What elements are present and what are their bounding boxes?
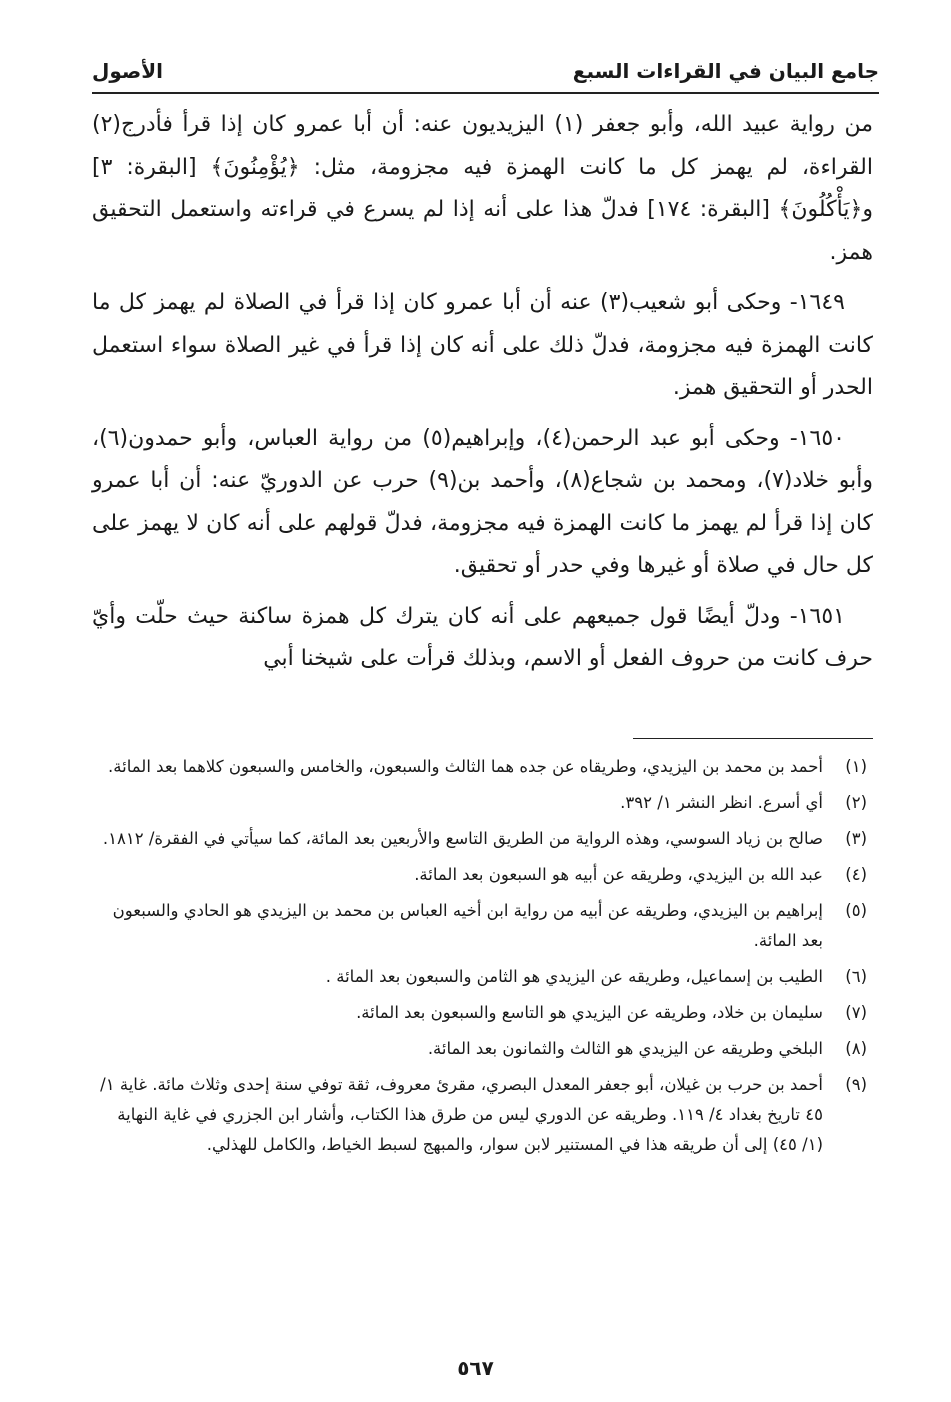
footnote-7 <box>92 998 867 1028</box>
footnote-number: (٣) <box>845 829 867 848</box>
footnote-9 <box>92 1070 867 1160</box>
paragraph-1649: ١٦٤٩- وحكى أبو شعيب(٣) عنه أن أبا عمرو كان إذا قرأ في الصلاة لم يهمز كل ما كانت الهمزة فيه مجزومة، فدلّ ذلك على أنه كان إذا قرأ في غير الصلاة سواء استعمل الحدر أو التحقيق همز. <box>92 290 873 400</box>
footnote-3 <box>92 824 867 854</box>
section-title: الأصول <box>92 59 163 83</box>
book-title: جامع البيان في القراءات السبع <box>572 59 879 83</box>
footnotes <box>92 752 867 1166</box>
footnote-divider <box>633 738 873 739</box>
footnote-number: (٦) <box>845 967 867 986</box>
paragraph-1651: ١٦٥١- ودلّ أيضًا قول جميعهم على أنه كان يترك كل همزة ساكنة حيث حلّت وأيّ حرف كانت من حروف الفعل أو الاسم، وبذلك قرأت على شيخنا أبي <box>92 603 873 671</box>
footnote-number: (٧) <box>845 1003 867 1022</box>
footnote-number: (٢) <box>845 793 867 812</box>
footnote-text: أحمد بن محمد بن اليزيدي، وطريقاه عن جده هما الثالث والسبعون، والخامس والسبعون كلاهما بعد المائة. <box>108 757 823 776</box>
footnote-8 <box>92 1034 867 1064</box>
footnote-text: عبد الله بن اليزيدي، وطريقه عن أبيه هو السبعون بعد المائة. <box>414 865 823 884</box>
footnote-number: (٥) <box>845 901 867 920</box>
footnote-text: صالح بن زياد السوسي، وهذه الرواية من الطريق التاسع والأربعين بعد المائة، كما سيأتي في الفقرة/ ١٨١٢. <box>102 829 823 848</box>
footnote-text: البلخي وطريقه عن اليزيدي هو الثالث والثمانون بعد المائة. <box>427 1039 823 1058</box>
footnote-text: أحمد بن حرب بن غيلان، أبو جعفر المعدل البصري، مقرئ معروف، ثقة توفي سنة إحدى وثلاث مائة. غاية ١/ ٤٥ تاريخ بغداد ٤/ ١١٩. وطريقه عن الدوري ليس من طرق هذا الكتاب، وأشار ابن الجزري في غاية النهاية (١/ ٤٥) إلى أن طريقه هذا في المستنير لابن سوار، والمبهج لسبط الخياط، والكامل للهذلي. <box>100 1075 823 1154</box>
footnote-1 <box>92 752 867 782</box>
paragraph-1650: ١٦٥٠- وحكى أبو عبد الرحمن(٤)، وإبراهيم(٥) من رواية العباس، وأبو حمدون(٦)، وأبو خلاد(٧)، ومحمد بن شجاع(٨)، وأحمد بن(٩) حرب عن الدوريّ عنه: أن أبا عمرو كان إذا قرأ لم يهمز ما كانت الهمزة فيه مجزومة، فدلّ قولهم على أنه كان لا يهمز على كل حال في صلاة أو غيرها وفي حدر أو تحقيق. <box>92 425 873 578</box>
main-text <box>92 104 873 689</box>
page-number: ٥٦٧ <box>457 1356 494 1380</box>
running-header <box>92 55 879 91</box>
footnote-number: (٤) <box>845 865 867 884</box>
footnote-text: سليمان بن خلاد، وطريقه عن اليزيدي هو التاسع والسبعون بعد المائة. <box>356 1003 823 1022</box>
footnote-text: إبراهيم بن اليزيدي، وطريقه عن أبيه من رواية ابن أخيه العباس بن محمد بن اليزيدي هو الحادي والسبعون بعد المائة. <box>112 901 823 950</box>
header-divider <box>92 92 879 94</box>
footnote-5 <box>92 896 867 956</box>
footnote-6 <box>92 962 867 992</box>
footnote-number: (٨) <box>845 1039 867 1058</box>
footnote-number: (٩) <box>845 1075 867 1094</box>
footnote-text: الطيب بن إسماعيل، وطريقه عن اليزيدي هو الثامن والسبعون بعد المائة . <box>325 967 823 986</box>
paragraph-continuation: من رواية عبيد الله، وأبو جعفر (١) اليزيديون عنه: أن أبا عمرو كان إذا قرأ فأدرج(٢) القراءة، لم يهمز كل ما كانت الهمزة فيه مجزومة، مثل: ﴿يُؤْمِنُونَ﴾ [البقرة: ٣] و﴿يَأْكُلُونَ﴾ [البقرة: ١٧٤] فدلّ هذا على أنه إذا لم يسرع في قراءته واستعمل التحقيق همز. <box>92 112 873 265</box>
footnote-number: (١) <box>845 757 867 776</box>
footnote-4 <box>92 860 867 890</box>
footnote-2 <box>92 788 867 818</box>
footnote-text: أي أسرع. انظر النشر ١/ ٣٩٢. <box>620 793 823 812</box>
